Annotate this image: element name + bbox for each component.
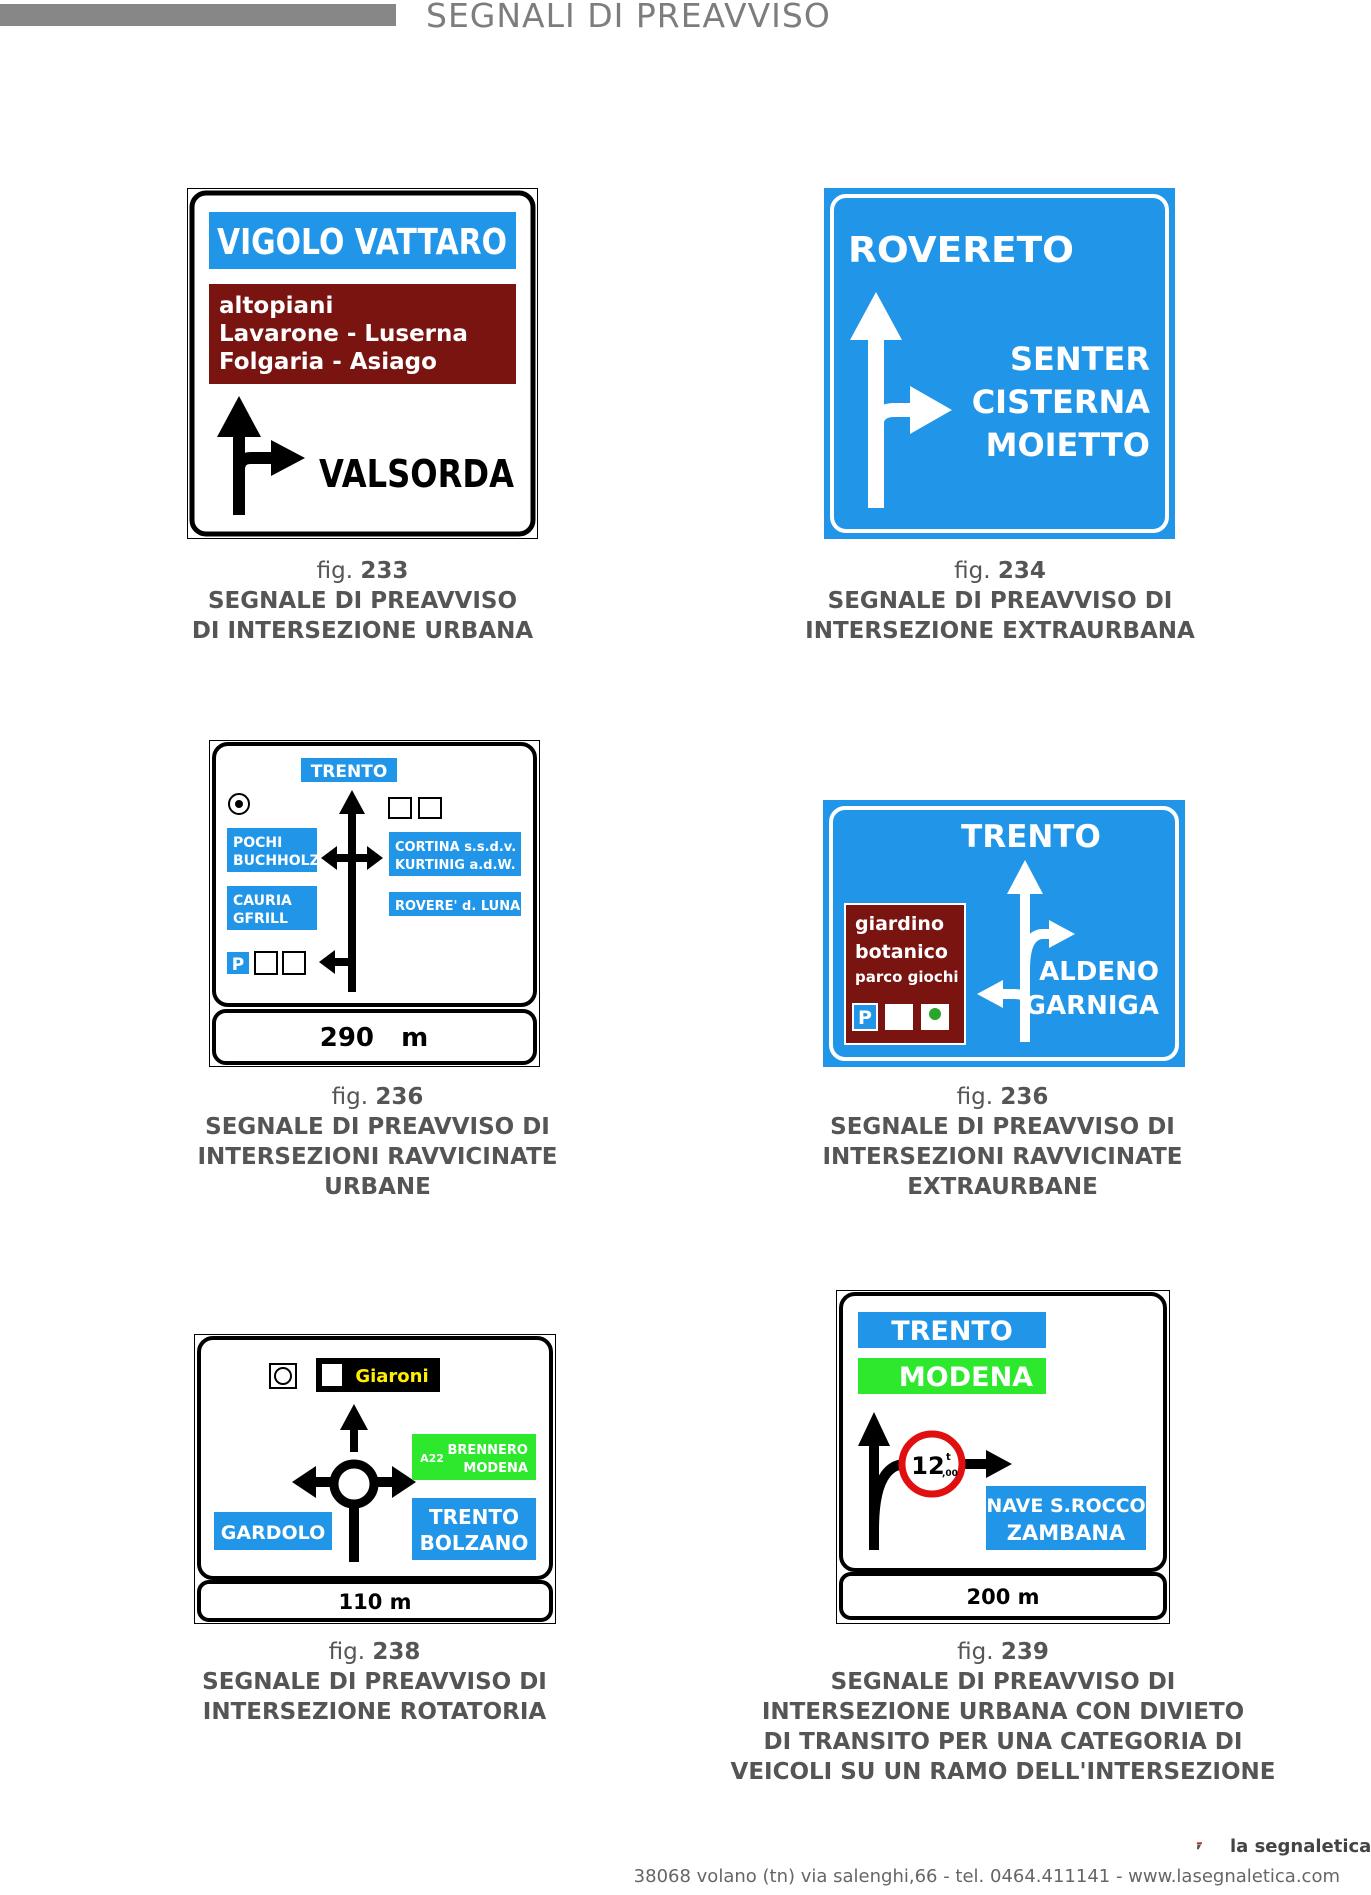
- top-dest: Giaroni: [355, 1366, 429, 1387]
- left-dest: GARDOLO: [220, 1522, 326, 1544]
- sign-234: [824, 188, 1175, 539]
- left-dest-2-line1: CAURIA: [233, 893, 292, 909]
- header-bar: [0, 4, 396, 26]
- brown-line-3: Folgaria - Asiago: [219, 349, 437, 375]
- brown-line-1: giardino: [855, 913, 944, 935]
- brand-logo-icon: [1196, 1830, 1230, 1862]
- distance: 110 m: [338, 1590, 412, 1614]
- right-dest-1: NAVE S.ROCCO: [986, 1495, 1146, 1517]
- right-dest-2: CISTERNA: [971, 383, 1150, 421]
- brown-line-1: altopiani: [219, 293, 334, 319]
- bike-icon: [419, 798, 441, 818]
- parking-label: P: [231, 955, 245, 975]
- top-dest: TRENTO: [961, 819, 1101, 855]
- roundabout-icon: [229, 794, 249, 814]
- brand-name: la segnaletica: [1230, 1836, 1371, 1857]
- right-dest-3: MOIETTO: [985, 426, 1150, 464]
- sign-236-extraurbane: [823, 800, 1185, 1067]
- footer-address: 38068 volano (tn) via salenghi,66 - tel. 0464.411141 - www.lasegnaletica.com: [633, 1866, 1340, 1887]
- sign-239: [836, 1290, 1170, 1624]
- right-dest: VALSORDA: [319, 452, 515, 496]
- right-dest-1-line2: KURTINIG a.d.W.: [395, 858, 516, 873]
- sign-233: [187, 188, 538, 539]
- green-label: A22: [420, 1452, 444, 1465]
- brown-line-2: Lavarone - Luserna: [219, 321, 468, 347]
- sign-236-urbane: [209, 740, 540, 1067]
- limit-value: 12: [911, 1452, 945, 1480]
- caption-236-extraurbane: fig. 236 SEGNALE DI PREAVVISO DI INTERSEZIONI RAVVICINATE EXTRAURBANE: [822, 1084, 1183, 1200]
- brown-line-2: botanico: [855, 941, 948, 963]
- green-line-2: MODENA: [463, 1461, 528, 1476]
- green-line-1: BRENNERO: [447, 1443, 528, 1458]
- sport-icon: [255, 952, 277, 974]
- caption-239: fig. 239 SEGNALE DI PREAVVISO DI INTERSEZIONE URBANA CON DIVIETO DI TRANSITO PER UNA CATEGORIA DI VEICOLI SU UN RAMO DELL'INTERSEZIONE: [730, 1639, 1276, 1785]
- top-dest: ROVERETO: [848, 230, 1074, 271]
- right-dest-1: ALDENO: [1039, 957, 1159, 987]
- right-dest-1: TRENTO: [428, 1505, 520, 1529]
- right-dest-1: SENTER: [1009, 340, 1150, 378]
- weight-limit-icon: [902, 1434, 962, 1494]
- panel-title: VIGOLO VATTARO: [217, 222, 507, 263]
- bus-icon: [322, 1364, 342, 1386]
- caption-234: fig. 234 SEGNALE DI PREAVVISO DI INTERSEZIONE EXTRAURBANA: [805, 558, 1195, 644]
- right-dest-2: ROVERE' d. LUNA: [395, 899, 521, 914]
- caption-236-urbane: fig. 236 SEGNALE DI PREAVVISO DI INTERSEZIONI RAVVICINATE URBANE: [197, 1084, 558, 1200]
- brown-line-3: parco giochi: [855, 968, 959, 986]
- left-dest-1-line2: BUCHHOLZ: [233, 853, 320, 869]
- top-dest: TRENTO: [310, 762, 388, 782]
- caption-238: fig. 238 SEGNALE DI PREAVVISO DI INTERSEZIONE ROTATORIA: [202, 1639, 547, 1725]
- limit-decimal: ,00: [942, 1469, 958, 1479]
- distance: 200 m: [966, 1585, 1040, 1609]
- right-dest-1-line1: CORTINA s.s.d.v.: [395, 840, 517, 855]
- left-dest-1-line1: POCHI: [233, 835, 283, 851]
- caption-233: fig. 233 SEGNALE DI PREAVVISO DI INTERSEZIONE URBANA: [191, 558, 534, 644]
- left-dest-2-line2: GFRILL: [233, 911, 288, 927]
- right-dest-2: ZAMBANA: [1006, 1521, 1126, 1545]
- pool-icon: [283, 952, 305, 974]
- sign-238: [194, 1334, 556, 1624]
- green-dest: MODENA: [898, 1362, 1034, 1393]
- limit-unit: t: [946, 1452, 951, 1463]
- camping-icon: [389, 798, 411, 818]
- right-dest-2: GARNIGA: [1024, 991, 1159, 1021]
- playground-icon: [885, 1004, 913, 1030]
- right-dest-2: BOLZANO: [419, 1531, 529, 1555]
- parking-label: P: [858, 1007, 872, 1029]
- blue-dest: TRENTO: [891, 1316, 1013, 1347]
- distance: 290 m: [319, 1023, 429, 1053]
- page-title: SEGNALI DI PREAVVISO: [426, 0, 831, 35]
- roundabout-icon: [270, 1364, 296, 1388]
